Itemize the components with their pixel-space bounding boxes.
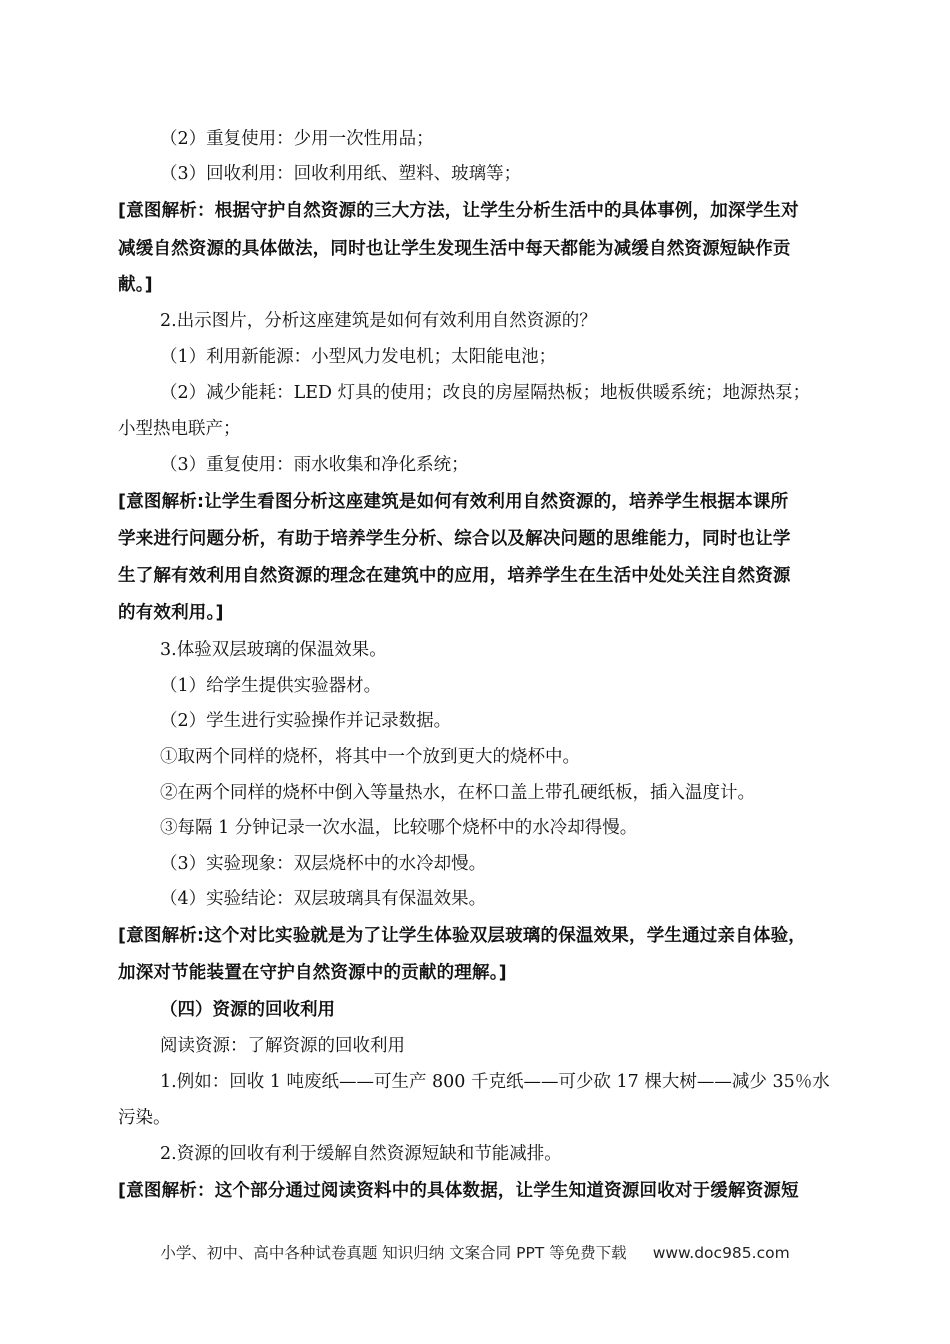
paragraph-line: （3）回收利用：回收利用纸、塑料、玻璃等； xyxy=(160,164,522,184)
intent-analysis-line: [意图解析：这个部分通过阅读资料中的具体数据，让学生知道资源回收对于缓解资源短 xyxy=(118,1181,799,1201)
paragraph-line: 1.例如：回收 1 吨废纸——可生产 800 千克纸——可少砍 17 棵大树——减少 35％水 xyxy=(160,1072,830,1092)
paragraph-line: ③每隔 1 分钟记录一次水温，比较哪个烧杯中的水冷却得慢。 xyxy=(160,818,638,838)
paragraph-line: （3）实验现象：双层烧杯中的水冷却慢。 xyxy=(160,854,487,874)
intent-analysis-line: 献。] xyxy=(118,275,153,295)
paragraph-line: 2.出示图片，分析这座建筑是如何有效利用自然资源的？ xyxy=(160,311,597,331)
intent-analysis-line: 生了解有效利用自然资源的理念在建筑中的应用，培养学生在生活中处处关注自然资源 xyxy=(118,566,791,586)
paragraph-line: ①取两个同样的烧杯，将其中一个放到更大的烧杯中。 xyxy=(160,747,580,767)
paragraph-line: 阅读资源：了解资源的回收利用 xyxy=(160,1036,405,1056)
section-heading: （四）资源的回收利用 xyxy=(160,1000,335,1020)
page-footer xyxy=(0,1241,950,1263)
paragraph-line: （1）利用新能源：小型风力发电机；太阳能电池； xyxy=(160,347,557,367)
paragraph-line: （1）给学生提供实验器材。 xyxy=(160,676,382,696)
footer-text: 小学、初中、高中各种试卷真题 知识归纳 文案合同 PPT 等免费下载 xyxy=(160,1244,627,1262)
paragraph-line: 3.体验双层玻璃的保温效果。 xyxy=(160,640,387,660)
paragraph-line: 污染。 xyxy=(118,1108,171,1128)
paragraph-line: （2）减少能耗：LED 灯具的使用；改良的房屋隔热板；地板供暖系统；地源热泵； xyxy=(160,383,811,403)
paragraph-line: （3）重复使用：雨水收集和净化系统； xyxy=(160,455,469,475)
paragraph-line: 2.资源的回收有利于缓解自然资源短缺和节能减排。 xyxy=(160,1144,562,1164)
intent-analysis-line: [意图解析：根据守护自然资源的三大方法，让学生分析生活中的具体事例，加深学生对 xyxy=(118,201,799,221)
footer-url[interactable]: www.doc985.com xyxy=(652,1244,790,1262)
intent-analysis-line: [意图解析:这个对比实验就是为了让学生体验双层玻璃的保温效果，学生通过亲自体验， xyxy=(118,926,806,946)
paragraph-line: （4）实验结论：双层玻璃具有保温效果。 xyxy=(160,889,487,909)
intent-analysis-line: [意图解析:让学生看图分析这座建筑是如何有效利用自然资源的，培养学生根据本课所 xyxy=(118,492,789,512)
intent-analysis-line: 加深对节能装置在守护自然资源中的贡献的理解。] xyxy=(118,963,507,983)
paragraph-line: （2）学生进行实验操作并记录数据。 xyxy=(160,711,452,731)
paragraph-line: （2）重复使用：少用一次性用品； xyxy=(160,129,434,149)
paragraph-line: ②在两个同样的烧杯中倒入等量热水，在杯口盖上带孔硬纸板，插入温度计。 xyxy=(160,783,755,803)
paragraph-line: 小型热电联产； xyxy=(118,419,241,439)
intent-analysis-line: 减缓自然资源的具体做法，同时也让学生发现生活中每天都能为减缓自然资源短缺作贡 xyxy=(118,239,791,259)
intent-analysis-line: 学来进行问题分析，有助于培养学生分析、综合以及解决问题的思维能力，同时也让学 xyxy=(118,529,791,549)
intent-analysis-line: 的有效利用。] xyxy=(118,603,224,623)
